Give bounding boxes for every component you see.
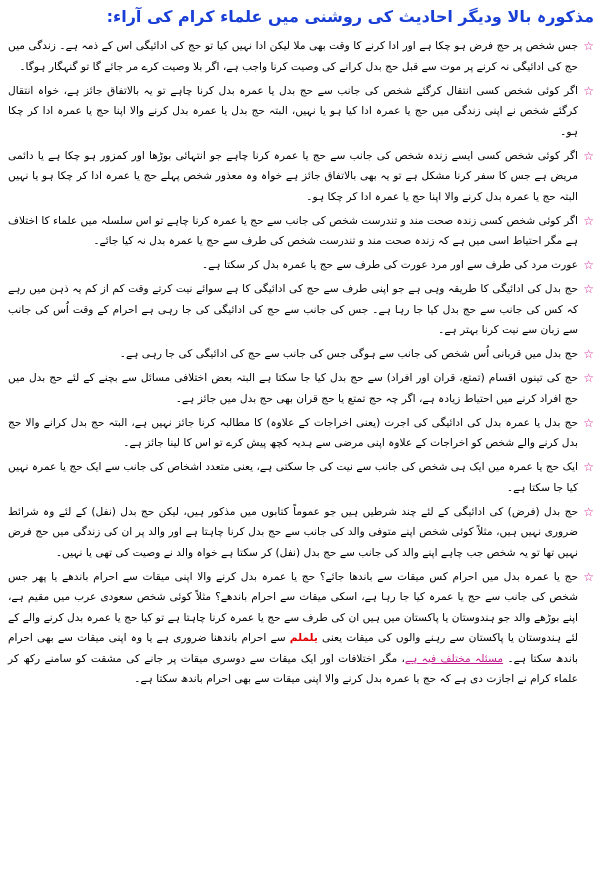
page-title: مذکورہ بالا وديگر احاديث کی روشنی ميں علماء کرام کی آراء:: [106, 7, 594, 26]
paragraph-text: جس شخص پر حج فرض ہو چکا ہے اور ادا کرنے کا وقت بھی ملا لیکن ادا نہیں کیا تو حج کی ادائیگی اس کے ذمہ ہے۔ زندگی میں حج کی ادائیگی نہ کرنے پر موت سے قبل حج بدل کرانے کی وصیت کرنا واجب ہے، اگر بلا وصیت کرے مر جائے گا تو گنہگار ہوگا۔: [8, 40, 578, 73]
paragraph-text-part: سے احرام باندھنا ضروری ہے یا وہ اپنی میقات سے بھی احرام باندھ سکتا ہے۔: [8, 632, 578, 665]
list-item: [8, 413, 594, 454]
list-item: [8, 344, 594, 365]
list-item: [8, 81, 594, 143]
paragraph-text: اگر کوئی شخص کسی ایسے زندہ شخص کی جانب سے حج یا عمرہ کرنا چاہے جو انتہائی بوڑھا اور کمزور ہو چکا ہے یا دائمی مریض ہے جس کا سفر کرنا مشکل ہے تو یہ بھی بالاتفاق جائز ہے خواہ وہ معذور شخص پہلے حج یا عمرہ ادا کر چکا ہو یا نہیں البتہ حج یا عمرہ بدل کرنے والا اپنا حج یا عمرہ ادا کر چکا ہو۔: [8, 149, 578, 203]
list-item: [8, 146, 594, 208]
star-icon: ☆: [583, 569, 594, 584]
paragraph-text: [8, 567, 578, 690]
paragraph-text-part: حج یا عمرہ بدل میں احرام کس میقات سے باندھا جائے؟ حج یا عمرہ بدل کرنے والا اپنی میقات سے احرام باندھے یا پھر جس شخص کی جانب سے حج یا عمرہ کیا جا رہا ہے، اسکی میقات سے احرام باندھے؟ مثلاً کوئی شخص سعودی عرب میں مقیم ہے، اپنے بوڑھے والد جو ہندوستان یا پاکستان میں ہیں ان کی طرف سے حج یا عمرہ کرنا چاہتا ہے تو کیا حج یا عمرہ بدل کرنے والے کے لئے ہندوستان یا پاکستان سے رہنے والوں کی میقات یعنی: [8, 570, 579, 644]
star-icon: ☆: [583, 415, 594, 430]
paragraph-text-part: ، مگر اختلافات اور ایک میقات سے دوسری میقات پر جانے کی مشقت کو سامنے رکھ کر علماء کرام نے اجازت دی ہے کہ حج یا عمرہ بدل کرنے والا اپنی میقات سے بھی احرام باندھ سکتا ہے۔: [8, 652, 578, 685]
honorific-mark: یلملم: [289, 632, 318, 644]
list-item: [8, 502, 594, 564]
star-icon: ☆: [583, 282, 594, 296]
star-icon: ☆: [583, 347, 594, 361]
star-icon: ☆: [583, 460, 594, 474]
paragraph-text: اگر کوئی شخص کسی زندہ صحت مند و تندرست شخص کی جانب سے حج یا عمرہ کرنا چاہے تو اس سلسلہ میں علماء کا اختلاف ہے مگر احتیاط اسی میں ہے کہ زندہ صحت مند و تندرست شخص کی طرف سے حج یا عمرہ بدل نہ کیا جائے۔: [8, 214, 578, 247]
dispute-note: مسئلہ مختلف فیہ ہے: [404, 652, 504, 665]
paragraph-text: حج بدل یا عمرہ بدل کی ادائیگی کی اجرت (یعنی اخراجات کے علاوہ) کا مطالبہ کرنا جائز نہیں ہے، البتہ حج بدل کرانے والا حج بدل کرنے والے شخص کو اخراجات کے علاوہ اپنی مرضی سے ہدیہ کچھ پیش کرے تو اس کا لینا جائز ہے۔: [8, 416, 578, 449]
star-icon: ☆: [583, 258, 594, 272]
list-item: [8, 36, 594, 77]
star-icon: ☆: [583, 39, 594, 53]
list-item: [8, 457, 594, 498]
paragraph-text: حج بدل کی ادائیگی کا طریقہ وہی ہے جو اپنی طرف سے حج کی ادائیگی کا ہے سوائے نیت کرتے وقت کم از کم یہ ذہن میں رہے کہ کس کی جانب سے حج بدل کیا جا رہا ہے۔ جس کی جانب سے حج کی ادائیگی کی جا رہی ہے احرام کے وقت اُس کی جانب سے زبان سے نیت کرنا بہتر ہے۔: [8, 283, 578, 336]
paragraph-text: حج بدل میں قربانی اُس شخص کی جانب سے ہوگی جس کی جانب سے حج کی ادائیگی کی جا رہی ہے۔: [119, 348, 578, 360]
star-icon: ☆: [583, 83, 594, 98]
star-icon: ☆: [583, 213, 594, 228]
list-item: [8, 255, 594, 276]
star-icon: ☆: [583, 148, 594, 163]
list-item: [8, 567, 594, 690]
list-item: [8, 211, 594, 252]
paragraph-text: عورت مرد کی طرف سے اور مرد عورت کی طرف سے حج یا عمرہ بدل کر سکتا ہے۔: [201, 259, 578, 271]
paragraph-text: حج کی تینوں اقسام (تمتع، قران اور افراد) سے حج بدل کیا جا سکتا ہے البتہ بعض اختلافی مسائل سے بچنے کے لئے حج بدل میں حج افراد کرنے میں احتیاط زیادہ ہے، اگر چہ حج تمتع یا حج قران بھی حج بدل میں جائز ہے۔: [8, 372, 578, 405]
list-item: [8, 279, 594, 341]
paragraph-text: حج بدل (فرض) کی ادائیگی کے لئے چند شرطیں ہیں جو عموماً کتابوں میں مذکور ہیں، لیکن حج بدل (نفل) کے لئے وہ شرائط ضروری نہیں ہیں، مثلاً کوئی شخص اپنے متوفی والد کی جانب سے حج بدل کرنا چاہتا ہے اور والد پر ان کی زندگی میں حج فرض نہیں تھا تو یہ شخص جب چاہے اپنے والد کی جانب سے حج بدل (نفل) کر سکتا ہے خواہ والد نے وصیت کی تھی یا نہیں۔: [8, 505, 578, 559]
paragraph-text: اگر کوئی شخص کسی انتقال کرگئے شخص کی جانب سے حج بدل یا عمرہ بدل کرنا چاہے تو یہ بالاتفاق جائز ہے، خواہ انتقال کرگئے شخص نے اپنی زندگی میں حج یا عمرہ ادا کیا ہو یا نہیں، البتہ حج بدل یا عمرہ بدل کرنے والا اپنا حج یا عمرہ ادا کر چکا ہو۔: [8, 84, 578, 138]
paragraph-text: ایک حج یا عمرہ میں ایک ہی شخص کی جانب سے نیت کی جا سکتی ہے، یعنی متعدد اشخاص کی جانب سے ایک حج یا عمرہ نہیں کیا جا سکتا ہے۔: [8, 461, 578, 494]
star-icon: ☆: [583, 371, 594, 385]
list-item: [8, 368, 594, 409]
star-icon: ☆: [583, 504, 594, 519]
